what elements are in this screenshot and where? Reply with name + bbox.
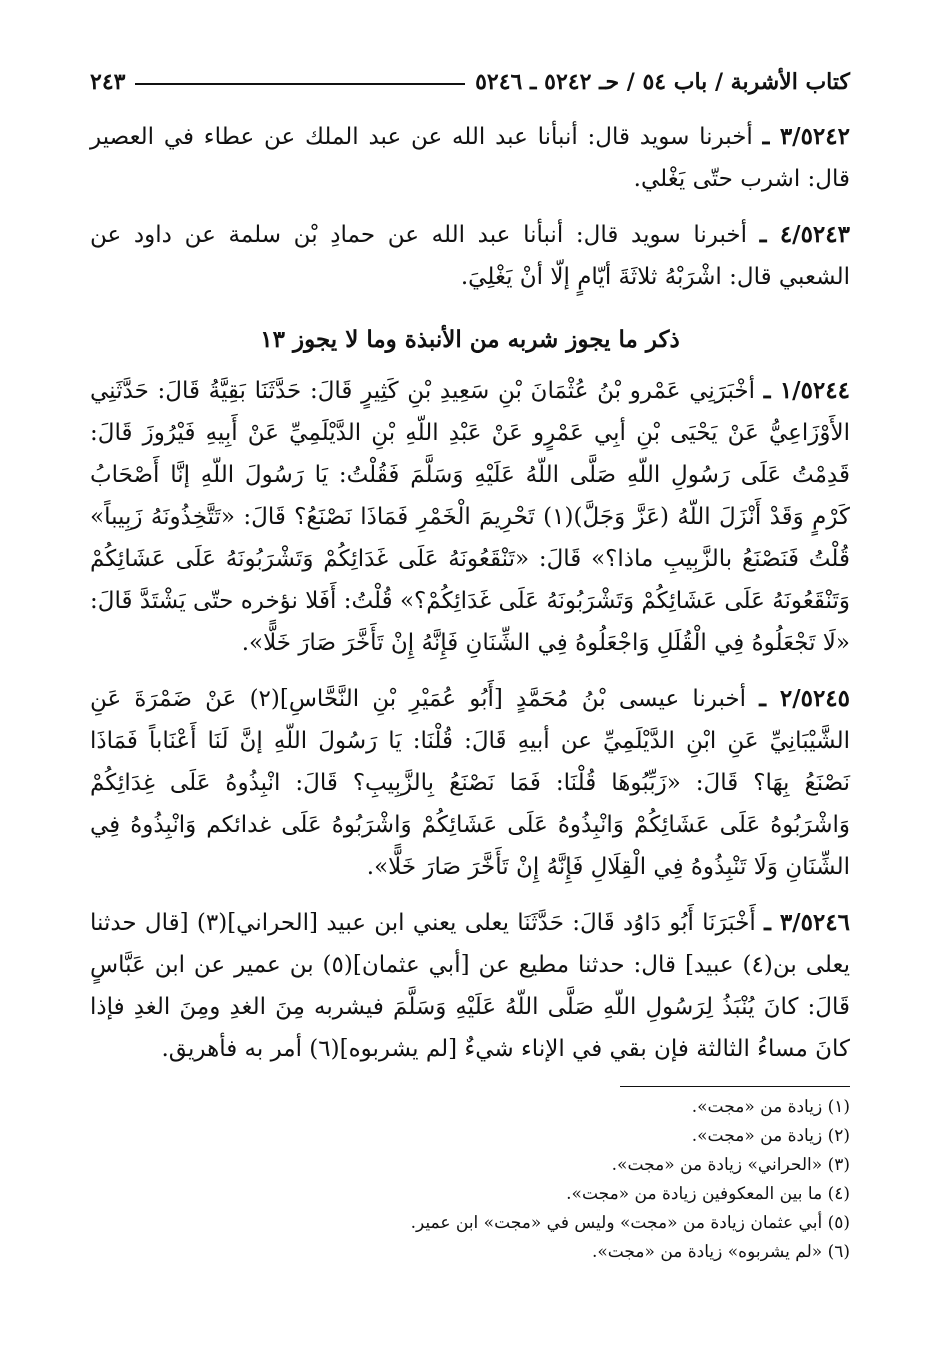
running-header — [90, 62, 850, 102]
hadith-number: ٣/٥٢٤٢ ـ — [762, 123, 850, 150]
hadith-text: أَخْبَرَنَا أَبُو دَاوُد قَالَ: حَدَّثَنَا يعلى يعني ابن عبيد [الحراني](٣) [قال حدثنا يعلى بن(٤) عبيد] قال: حدثنا مطيع عن [أبي عثمان](٥) بن عمير عن ابن عَبَّاسٍ قَالَ: كانَ يُنْبَذُ لِرَسُولِ اللّهِ صَلَّى اللّهُ عَلَيْهِ وَسَلَّمَ فيشربه مِنَ الغدِ ومِنَ الغدِ فإذا كانَ مساءُ الثالثة فإن بقي في الإناء شيءٌ [لم يشربوه](٦) أمر به فأهريق. — [90, 910, 850, 1062]
hadith-5244 — [90, 370, 850, 664]
hadith-number: ٣/٥٢٤٦ ـ — [764, 909, 850, 936]
footnote: (٦) «لم يشربوه» زيادة من «مجت». — [591, 1242, 850, 1262]
footnote: (٤) ما بين المعكوفين زيادة من «مجت». — [566, 1184, 850, 1204]
hadith-5243 — [90, 214, 850, 298]
page — [90, 62, 850, 1334]
hadith-5242 — [90, 116, 850, 200]
footnote: (٥) أبي عثمان زيادة من «مجت» وليس في «مجت» ابن عمير. — [410, 1213, 850, 1233]
footnote: (٢) زيادة من «مجت». — [691, 1126, 850, 1146]
hadith-text: أخبرنا سويد قال: أنبأنا عبد الله عن عبد الملك عن عطاء في العصير قال: اشرب حتّى يَغْلي. — [90, 124, 850, 192]
footnote: (٣) «الحراني» زيادة من «مجت». — [611, 1155, 850, 1175]
hadith-text: أخبرنا سويد قال: أنبأنا عبد الله عن حمادِ بْن سلمة عن داود عن الشعبي قال: اشْرَبْهُ ثلاثَةَ أيّامٍ إلّا أنْ يَغْلِيَ. — [90, 222, 850, 290]
footnotes-divider — [620, 1086, 850, 1087]
page-number: ٢٤٣ — [90, 69, 126, 95]
footnote: (١) زيادة من «مجت». — [691, 1097, 850, 1117]
section-title: ذكر ما يجوز شربه من الأنبذة وما لا يجوز ١٣ — [260, 326, 680, 353]
hadith-text: أخْبَرَنِي عَمْرو بْنُ عُثْمَانَ بْنِ سَعِيدِ بْنِ كَثِيرٍ قَالَ: حَدَّثَنَا بَقِيَّةُ قَالَ: حَدَّثَنِي الأَوْزَاعِيُّ عَنْ يَحْيَى بْنِ أبِي عَمْرٍو عَنْ عَبْدِ اللّهِ بْنِ الدَّيْلَمِيِّ عَنْ أَبِيهِ فَيْرُوزَ قَالَ: قَدِمْتُ عَلَى رَسُولِ اللّهِ صَلَّى اللّهُ عَلَيْهِ وَسَلَّمَ فَقُلْتُ: يَا رَسُولَ اللّهِ إنَّا أَصْحَابُ كَرْمٍ وَقَدْ أَنْزَلَ اللّهُ (عَزَّ وَجَلَّ)(١) تَحْرِيمَ الْخَمْرِ فَمَاذَا نَصْنَعُ؟ قَالَ: «تَتَّخِذُونَهُ زَبِيباً» قُلْتُ فَنَصْنَعُ بالزَّبِيبِ ماذا؟» قَالَ: «تَنْقَعُونَهُ عَلَى غَدَائِكُمْ وَتَشْرَبُونَهُ عَلَى عَشَائِكُمْ وَتَنْقَعُونَهُ عَلَى عَشَائِكُمْ وَتَشْرَبُونَهُ عَلَى غَدَائِكُمْ؟» قُلْتُ: أَفَلا نؤخره حتّى يَشْتَدَّ قَالَ: «لَا تَجْعَلُوهُ فِي الْقُلَلِ وَاجْعَلُوهُ فِي الشِّنَانِ فَإِنَّهُ إِنْ تَأَخَّرَ صَارَ خَلًّا». — [90, 378, 850, 656]
hadith-text: أخبرنا عيسى بْنُ مُحَمَّدٍ [أَبُو عُمَيْرِ بْنِ النَّحَّاسِ](٢) عَنْ ضَمْرَةَ عَنِ الشَّيْبَانِيِّ عَنِ ابْنِ الدَّيْلَمِيِّ عن أبيهِ قَالَ: قُلْنَا: يَا رَسُولَ اللّهِ إنَّ لَنَا أَعْنَاباً فَمَاذَا نَصْنَعُ بِهَا؟ قَالَ: «زَبِّبُوهَا قُلْنَا: فَمَا نَصْنَعُ بِالزَّبِيبِ؟ قَالَ: انْبِذُوهُ عَلَى غِدَائِكُمْ وَاشْرَبُوهُ عَلَى عَشَائِكُمْ وَانْبِذُوهُ عَلَى عَشَائِكُمْ وَاشْرَبُوهُ عَلَى غدائكم وَانْبِذُوهُ فِي الشِّنَانِ وَلَا تَنْبِذُوهُ فِي الْقِلَالِ فَإِنَّهُ إِنْ تَأَخَّرَ صَارَ خَلًّا». — [90, 686, 850, 880]
header-title: كتاب الأشربة / باب ٥٤ / حـ ٥٢٤٢ ـ ٥٢٤٦ — [475, 69, 850, 95]
hadith-number: ١/٥٢٤٤ ـ — [763, 377, 850, 404]
hadith-5245 — [90, 678, 850, 888]
hadith-5246 — [90, 902, 850, 1070]
hadith-number: ٤/٥٢٤٣ ـ — [759, 221, 850, 248]
header-rule — [135, 83, 465, 85]
footnotes — [90, 1093, 850, 1267]
hadith-number: ٢/٥٢٤٥ ـ — [759, 685, 851, 712]
